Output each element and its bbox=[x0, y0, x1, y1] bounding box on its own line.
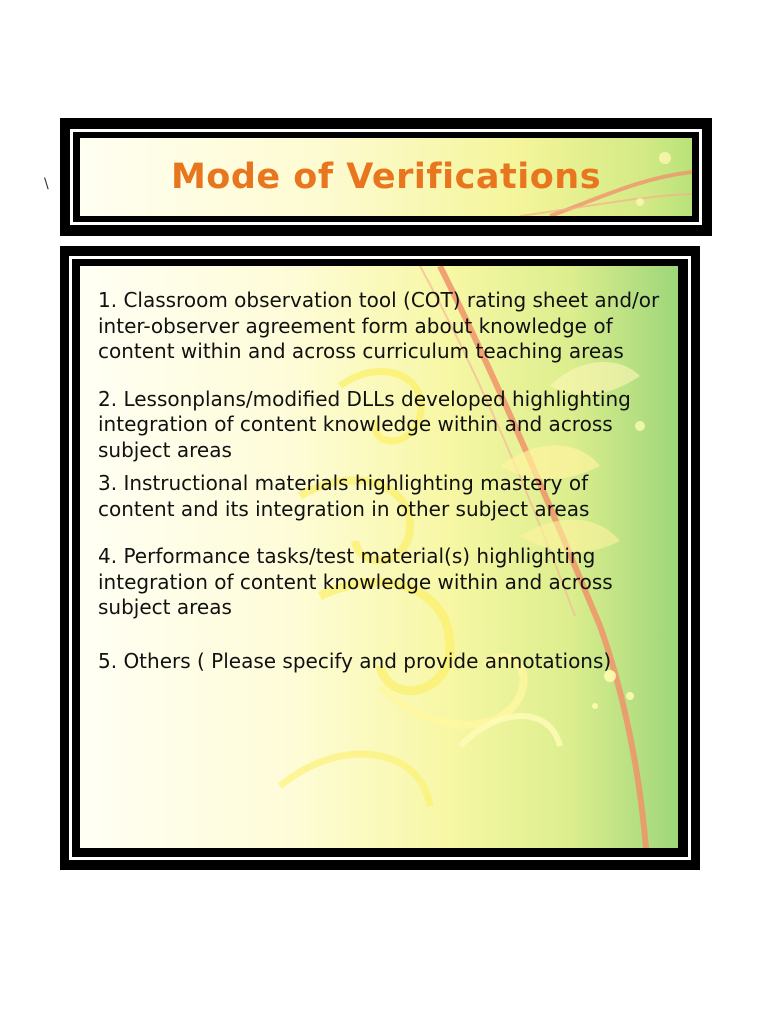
list-item: 1. Classroom observation tool (COT) rating sheet and/or inter-observer agreement form about knowledge of content within and across curriculum teaching areas bbox=[98, 288, 660, 363]
list-item: 2. Lessonplans/modified DLLs developed highlighting integration of content knowledge within and across subject areas bbox=[98, 386, 631, 462]
content-panel bbox=[80, 266, 678, 848]
stray-backslash-mark: \ bbox=[44, 176, 49, 192]
content-frame bbox=[60, 246, 700, 870]
title-panel bbox=[80, 138, 692, 216]
list-item: 5. Others ( Please specify and provide annotations) bbox=[98, 648, 612, 673]
title-frame bbox=[60, 118, 712, 236]
page-title: Mode of Verifications bbox=[170, 157, 602, 197]
list-item: 3. Instructional materials highlighting mastery of content and its integration in other subject areas bbox=[98, 471, 590, 521]
verification-list bbox=[98, 288, 668, 674]
list-item: 4. Performance tasks/test material(s) highlighting integration of content knowledge within and across subject areas bbox=[98, 544, 613, 619]
